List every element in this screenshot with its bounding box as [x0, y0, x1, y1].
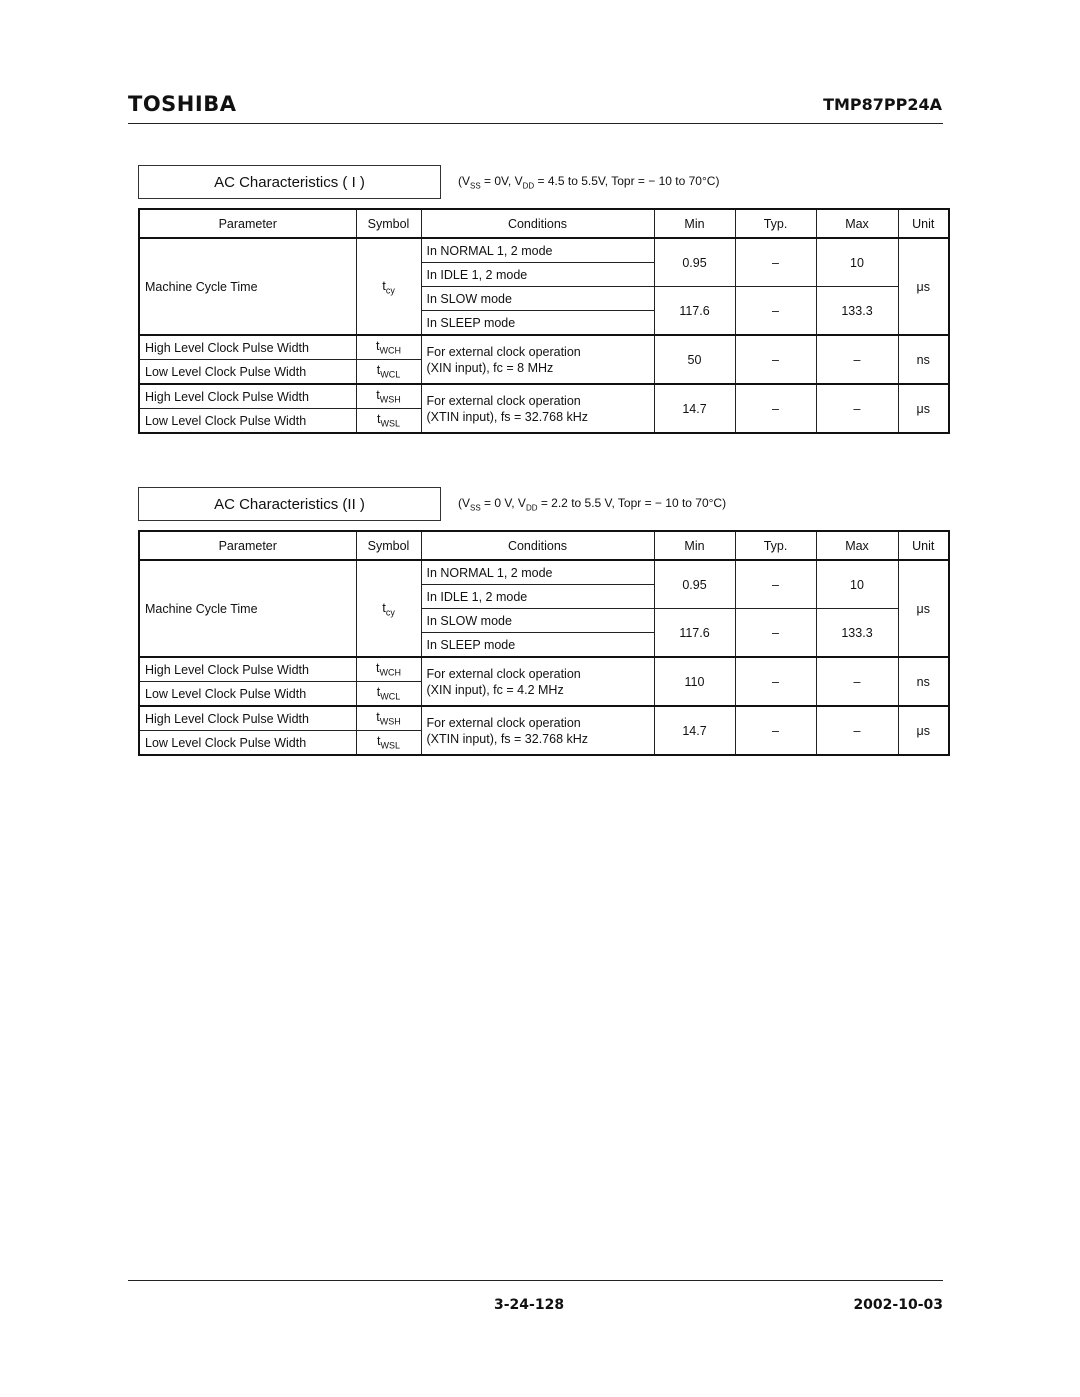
cond-normal: In NORMAL 1, 2 mode [421, 238, 654, 263]
symbol-twsh: $t_{WSH}$ [356, 706, 421, 731]
param-machine-cycle: Machine Cycle Time [139, 238, 356, 335]
symbol-twch: $t_{WCH}$ [356, 657, 421, 682]
table-row [139, 238, 949, 263]
section-conditions: ($V_{SS} = 0$ V, $V_{DD} = 2.2$ to 5.5 V, Topr = − 10 to 70°C) [458, 496, 727, 513]
section-conditions: ($V_{SS} = 0V$, $V_{DD} = 4.5$ to 5.5V, Topr = − 10 to 70°C) [458, 174, 720, 191]
header-max: Max [816, 209, 898, 238]
max-slow: 133.3 [816, 287, 898, 336]
unit-xin: ns [898, 335, 949, 384]
param-low-xtin: Low Level Clock Pulse Width [139, 409, 356, 434]
unit-xtin: μs [898, 384, 949, 433]
param-high-xtin: High Level Clock Pulse Width [139, 706, 356, 731]
max-xtin: – [816, 706, 898, 755]
min-slow: 117.6 [654, 609, 735, 658]
param-high-xin: High Level Clock Pulse Width [139, 657, 356, 682]
header-parameter: Parameter [139, 209, 356, 238]
typ-xtin: – [735, 706, 816, 755]
typ-xin: – [735, 657, 816, 706]
param-machine-cycle: Machine Cycle Time [139, 560, 356, 657]
min-slow: 117.6 [654, 287, 735, 336]
symbol-twsh: $t_{WSH}$ [356, 384, 421, 409]
unit-machine: μs [898, 560, 949, 657]
max-slow: 133.3 [816, 609, 898, 658]
min-xin: 110 [654, 657, 735, 706]
section-title: AC Characteristics ( I ) [138, 165, 441, 199]
cond-xin: For external clock operation (XIN input), fc = 4.2 MHz [421, 657, 654, 706]
document-date: 2002-10-03 [853, 1297, 943, 1313]
header-min: Min [654, 209, 735, 238]
part-number: TMP87PP24A [823, 95, 942, 114]
param-high-xtin: High Level Clock Pulse Width [139, 384, 356, 409]
typ-fast: – [735, 560, 816, 609]
cond-xtin: For external clock operation (XTIN input), fs = 32.768 kHz [421, 706, 654, 755]
table-header-row [139, 209, 949, 238]
table-row [139, 384, 949, 409]
min-xtin: 14.7 [654, 384, 735, 433]
cond-sleep: In SLEEP mode [421, 311, 654, 336]
table-row [139, 706, 949, 731]
min-fast: 0.95 [654, 560, 735, 609]
ac-table [138, 530, 950, 756]
max-fast: 10 [816, 560, 898, 609]
typ-xtin: – [735, 384, 816, 433]
header-conditions: Conditions [421, 531, 654, 560]
header-typ: Typ. [735, 209, 816, 238]
header-max: Max [816, 531, 898, 560]
footer-rule [128, 1280, 943, 1281]
cond-idle: In IDLE 1, 2 mode [421, 585, 654, 609]
min-xtin: 14.7 [654, 706, 735, 755]
symbol-twcl: $t_{WCL}$ [356, 682, 421, 707]
cond-normal: In NORMAL 1, 2 mode [421, 560, 654, 585]
header-typ: Typ. [735, 531, 816, 560]
cond-slow: In SLOW mode [421, 609, 654, 633]
typ-slow: – [735, 609, 816, 658]
max-xtin: – [816, 384, 898, 433]
max-xin: – [816, 657, 898, 706]
ac-table [138, 208, 950, 434]
cond-xtin: For external clock operation (XTIN input), fs = 32.768 kHz [421, 384, 654, 433]
min-xin: 50 [654, 335, 735, 384]
param-low-xin: Low Level Clock Pulse Width [139, 682, 356, 707]
typ-slow: – [735, 287, 816, 336]
table-row [139, 560, 949, 585]
symbol-twsl: $t_{WSL}$ [356, 409, 421, 434]
table-row [139, 335, 949, 360]
table-header-row [139, 531, 949, 560]
param-high-xin: High Level Clock Pulse Width [139, 335, 356, 360]
param-low-xtin: Low Level Clock Pulse Width [139, 731, 356, 756]
section-title: AC Characteristics (II ) [138, 487, 441, 521]
min-fast: 0.95 [654, 238, 735, 287]
cond-sleep: In SLEEP mode [421, 633, 654, 658]
header-unit: Unit [898, 531, 949, 560]
typ-xin: – [735, 335, 816, 384]
header-min: Min [654, 531, 735, 560]
cond-idle: In IDLE 1, 2 mode [421, 263, 654, 287]
page-number: 3-24-128 [494, 1297, 565, 1313]
unit-xtin: μs [898, 706, 949, 755]
symbol-twch: $t_{WCH}$ [356, 335, 421, 360]
header-symbol: Symbol [356, 209, 421, 238]
header-symbol: Symbol [356, 531, 421, 560]
max-fast: 10 [816, 238, 898, 287]
header-rule [128, 123, 943, 124]
unit-xin: ns [898, 657, 949, 706]
typ-fast: – [735, 238, 816, 287]
header-unit: Unit [898, 209, 949, 238]
cond-xin: For external clock operation (XIN input), fc = 8 MHz [421, 335, 654, 384]
param-low-xin: Low Level Clock Pulse Width [139, 360, 356, 385]
header-parameter: Parameter [139, 531, 356, 560]
max-xin: – [816, 335, 898, 384]
symbol-tcy: $t_{cy}$ [356, 238, 421, 335]
unit-machine: μs [898, 238, 949, 335]
symbol-twcl: $t_{WCL}$ [356, 360, 421, 385]
symbol-tcy: $t_{cy}$ [356, 560, 421, 657]
table-row [139, 657, 949, 682]
symbol-twsl: $t_{WSL}$ [356, 731, 421, 756]
brand-logo: TOSHIBA [128, 92, 237, 116]
cond-slow: In SLOW mode [421, 287, 654, 311]
header-conditions: Conditions [421, 209, 654, 238]
